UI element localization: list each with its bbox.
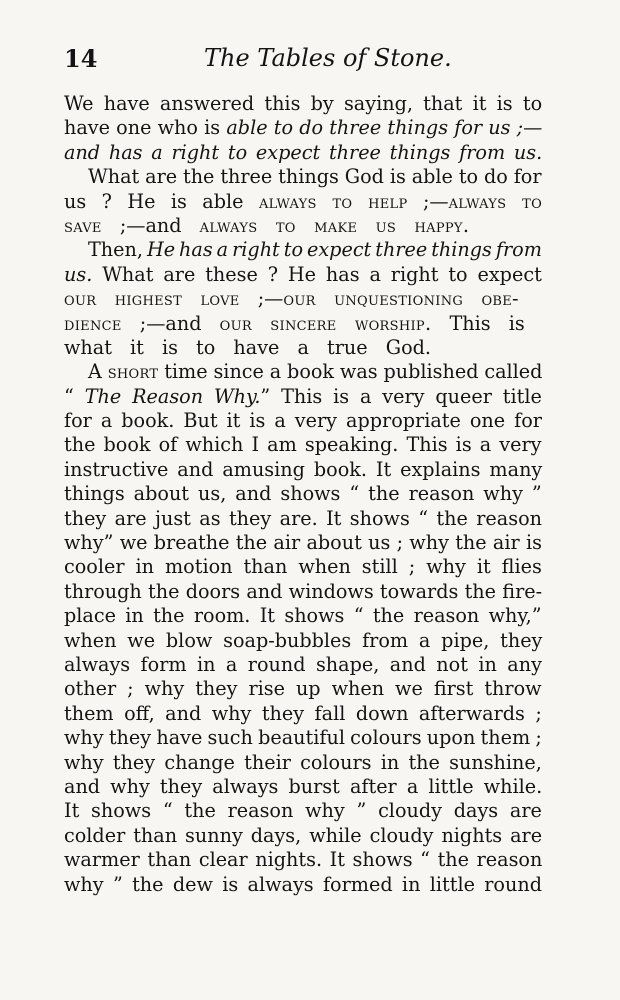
page-number: 14	[64, 44, 98, 73]
text-segment: warmer than clear nights. It shows “ the reason	[64, 848, 543, 872]
text-segment: us.	[64, 262, 93, 286]
text-segment: our unquestioning obe-	[283, 287, 519, 311]
text-segment: through the doors and windows towards the fire-	[64, 579, 543, 603]
text-line	[64, 507, 542, 531]
text-segment: the book of which I am speaking. This is a very	[64, 433, 542, 457]
text-line	[64, 629, 542, 653]
text-line	[64, 799, 542, 823]
text-line	[64, 702, 542, 726]
text-line	[64, 726, 542, 750]
text-segment: instructive and amusing book. It explains many	[64, 457, 543, 481]
text-segment: This is	[431, 311, 525, 335]
text-line	[64, 458, 542, 482]
text-line	[64, 116, 542, 140]
text-line	[64, 312, 542, 336]
text-segment: why” we breathe the air about us ; why the air is	[64, 531, 542, 555]
text-segment: for a book. But it is a very appropriate one for	[64, 409, 542, 433]
text-line	[64, 555, 542, 579]
text-segment: save	[64, 213, 102, 237]
text-segment: ;—and	[101, 213, 200, 237]
text-segment: our highest love	[64, 287, 240, 311]
text-line	[64, 751, 542, 775]
text-segment: them off, and why they fall down afterwards ;	[64, 701, 542, 725]
text-segment: Then,	[88, 238, 147, 262]
text-segment: when we blow soap-bubbles from a pipe, they	[64, 628, 543, 652]
text-line	[64, 336, 542, 360]
text-line	[64, 653, 542, 677]
text-line	[64, 775, 542, 799]
text-segment: cooler in motion than when still ; why it flies	[64, 555, 542, 579]
text-segment: colder than sunny days, while cloudy nights are	[64, 823, 543, 847]
text-segment: why ” the dew is always formed in little round	[64, 872, 542, 896]
running-title: The Tables of Stone.	[204, 44, 452, 72]
text-segment: What are the three things God is able to do for	[88, 165, 542, 189]
text-line	[64, 92, 542, 116]
text-segment: other ; why they rise up when we first throw	[64, 677, 542, 701]
text-segment: our sincere worship.	[219, 311, 432, 335]
text-segment: why they have such beautiful colours upon them ;	[64, 726, 542, 750]
page-header	[64, 44, 542, 80]
text-segment: “	[64, 384, 85, 408]
text-segment: always to help	[258, 189, 408, 213]
text-line	[64, 677, 542, 701]
text-line	[64, 531, 542, 555]
text-line	[64, 409, 542, 433]
text-segment: and has a right to expect three things from us.	[64, 140, 543, 164]
text-line	[64, 165, 542, 189]
text-segment: It shows “ the reason why ” cloudy days are	[64, 799, 542, 823]
text-line	[64, 848, 542, 872]
text-line	[64, 824, 542, 848]
text-segment: We have answered this by saying, that it is to	[64, 92, 543, 115]
text-segment: ;—	[407, 189, 449, 213]
text-segment: what it is to have a true God.	[64, 335, 432, 359]
text-segment: time since a book was published called	[158, 360, 543, 384]
text-segment: always to	[448, 189, 543, 213]
text-segment: they are just as they are. It shows “ the reason	[64, 506, 542, 530]
text-line	[64, 287, 542, 311]
text-segment: ;—	[239, 287, 284, 311]
text-segment: and why they always burst after a little while.	[64, 774, 543, 798]
text-line	[64, 604, 542, 628]
text-segment: why they change their colours in the sunshine,	[64, 750, 542, 774]
text-segment: place in the room. It shows “ the reason why,”	[64, 604, 542, 628]
text-segment: always form in a round shape, and not in any	[64, 652, 542, 676]
text-line	[64, 263, 542, 287]
text-line	[64, 385, 542, 409]
text-segment: A	[88, 360, 108, 384]
text-segment: What are these ? He has a right to expect	[92, 262, 542, 286]
text-segment: able to do three things for us ;—	[226, 116, 543, 140]
text-segment: He has a right to expect three things from	[146, 238, 542, 262]
text-line	[64, 580, 542, 604]
text-segment: have one who is	[64, 116, 227, 140]
text-segment: ” This is a very queer title	[260, 384, 542, 408]
text-line	[64, 238, 542, 262]
text-line	[64, 190, 542, 214]
text-segment: ;—and	[121, 311, 220, 335]
text-segment: things about us, and shows “ the reason why ”	[64, 482, 542, 506]
text-segment: always to make us happy.	[199, 213, 470, 237]
text-line	[64, 360, 542, 384]
text-segment: short	[107, 360, 159, 384]
text-line	[64, 214, 542, 238]
text-segment: dience	[64, 311, 122, 335]
text-line	[64, 873, 542, 897]
text-segment: The Reason Why.	[84, 384, 261, 408]
text-line	[64, 433, 542, 457]
text-segment: us ? He is able	[64, 189, 259, 213]
body-text	[64, 92, 542, 897]
text-line	[64, 141, 542, 165]
text-line	[64, 482, 542, 506]
